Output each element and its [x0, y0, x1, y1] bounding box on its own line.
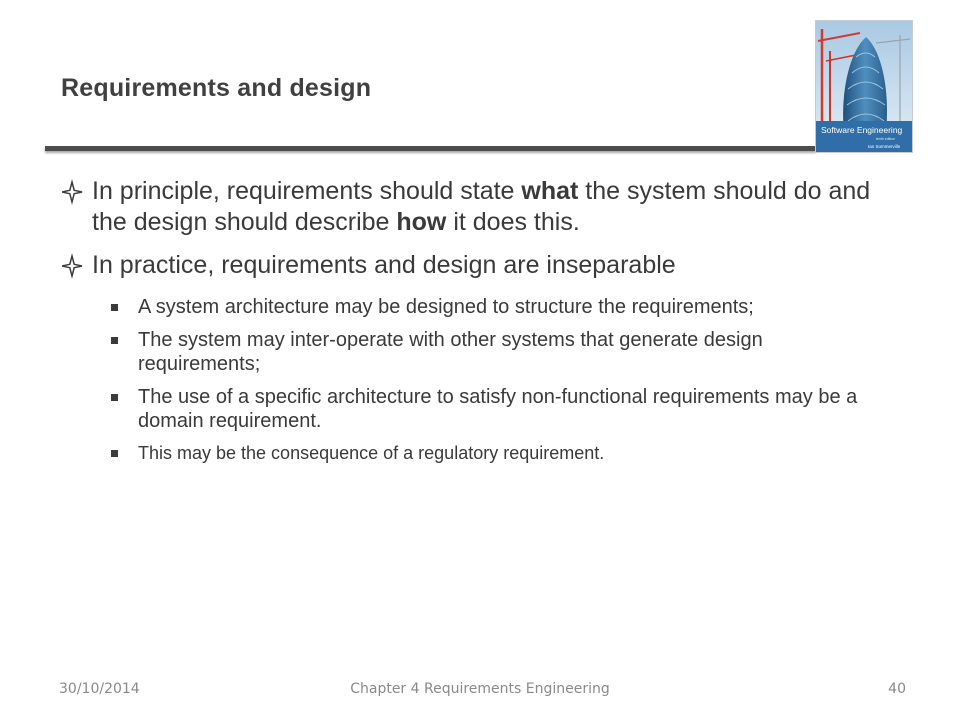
square-bullet-icon [111, 450, 118, 457]
square-bullet-icon [111, 394, 118, 401]
bullet-text [92, 177, 870, 236]
title-divider [45, 146, 816, 151]
bullet-level2 [62, 385, 882, 433]
bold-run-what: what [521, 177, 579, 205]
cover-author: Ian Sommerville [868, 144, 901, 149]
square-bullet-icon [111, 304, 118, 311]
bullet-level2 [62, 295, 882, 319]
sub-bullet-text: This may be the consequence of a regulatory requirement. [138, 443, 605, 463]
footer-page-number: 40 [888, 681, 906, 697]
bullet-level2 [62, 442, 882, 464]
slide-title: Requirements and design [61, 74, 372, 102]
cover-artwork [816, 21, 912, 152]
slide-body [62, 176, 882, 473]
square-bullet-icon [111, 337, 118, 344]
sub-bullet-text: The use of a specific architecture to satisfy non-functional requirements may be a domain requirement. [138, 386, 858, 432]
text-run: In principle, requirements should state [92, 177, 522, 205]
footer-chapter: Chapter 4 Requirements Engineering [350, 681, 610, 697]
bullet-level2 [62, 328, 882, 376]
bullet-level1 [62, 250, 882, 281]
text-run: it does this. [446, 208, 580, 236]
cover-subtitle: tenth edition [876, 137, 896, 141]
bold-run-how: how [396, 208, 447, 236]
text-run: the system should do and the design should describe [92, 177, 871, 236]
four-point-star-icon [62, 250, 84, 281]
book-cover-image [815, 20, 913, 153]
bullet-text: In practice, requirements and design are inseparable [92, 251, 676, 279]
sub-bullet-text: The system may inter-operate with other systems that generate design requirements; [138, 329, 763, 375]
sub-bullet-text: A system architecture may be designed to structure the requirements; [138, 296, 754, 318]
bullet-level1 [62, 176, 882, 238]
cover-title: Software Engineering [821, 125, 903, 135]
footer-date: 30/10/2014 [59, 681, 140, 697]
four-point-star-icon [62, 176, 84, 207]
